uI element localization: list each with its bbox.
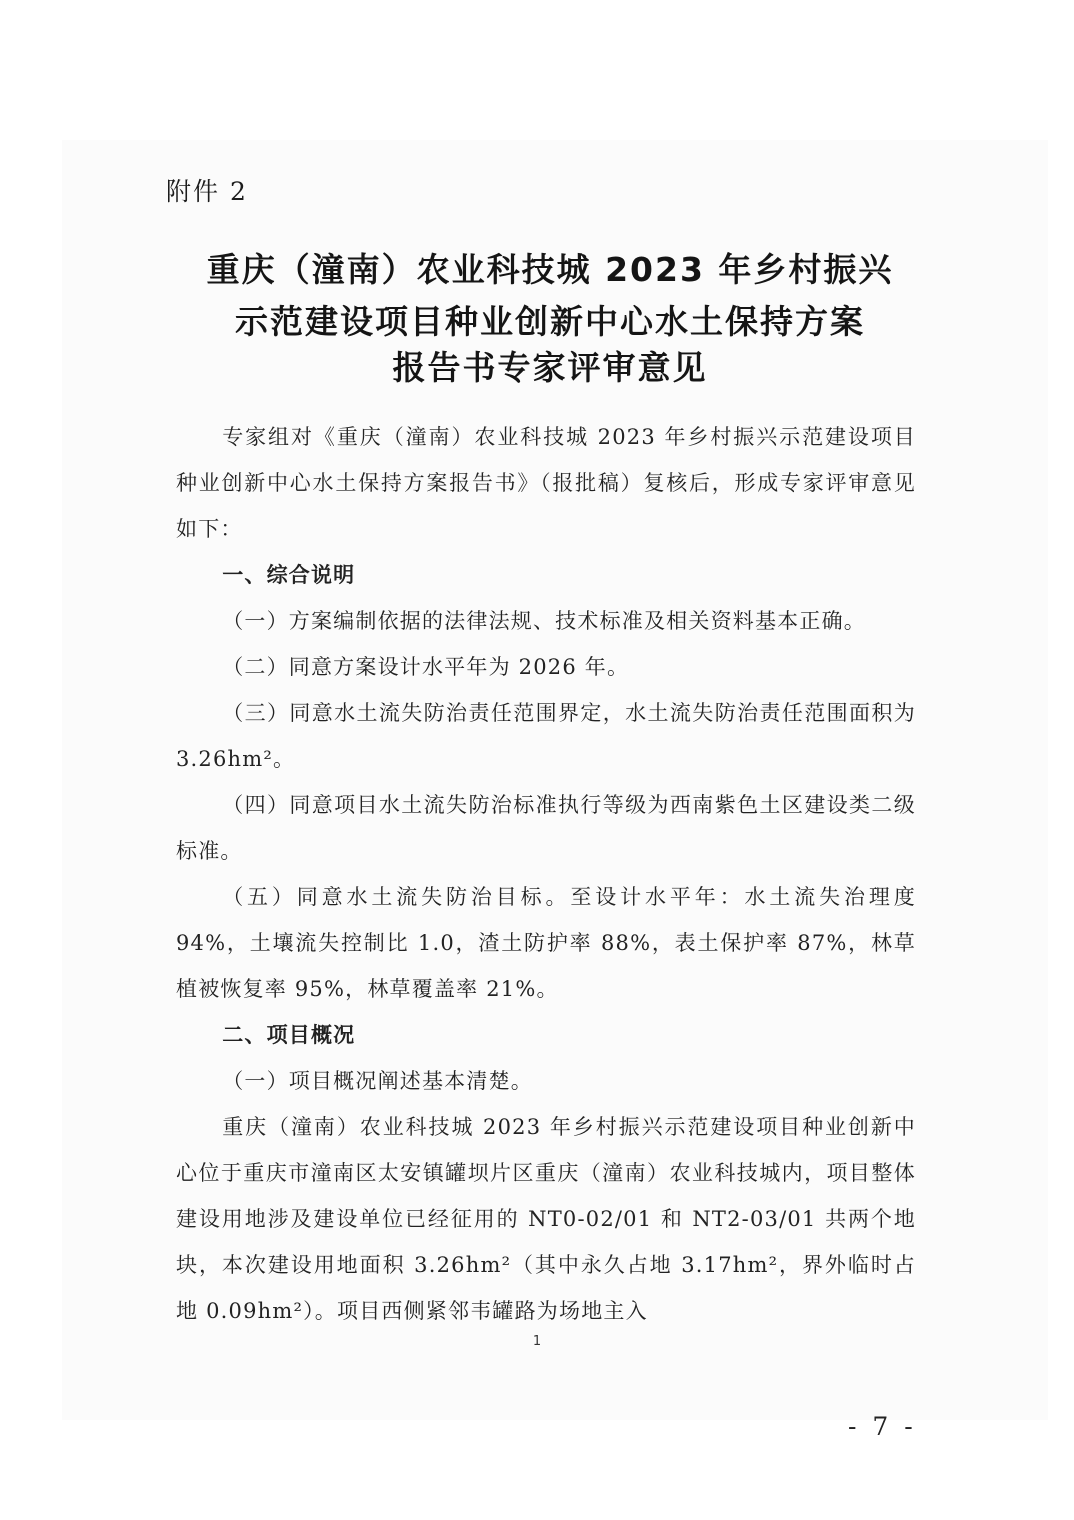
paragraph-item: （二）同意方案设计水平年为 2026 年。 xyxy=(222,655,630,679)
paragraph-item: （五）同意水土流失防治目标。至设计水平年：水土流失治理度 94%，土壤流失控制比 1.0，渣土防护率 88%，表土保护率 87%，林草植被恢复率 95%，林草覆盖率 21%。 xyxy=(176,885,916,1001)
section-heading-overview: 一、综合说明 xyxy=(222,563,356,587)
inner-page-number: 1 xyxy=(532,1334,542,1349)
document-body xyxy=(176,414,916,1334)
paragraph-item: （一）方案编制依据的法律法规、技术标准及相关资料基本正确。 xyxy=(222,609,866,633)
title-line-3: 报告书专家评审意见 xyxy=(392,348,708,387)
title-line-1: 重庆（潼南）农业科技城 2023 年乡村振兴 xyxy=(206,250,894,289)
paragraph-item: （三）同意水土流失防治责任范围界定，水土流失防治责任范围面积为 3.26hm²。 xyxy=(176,701,916,771)
paragraph-item: 重庆（潼南）农业科技城 2023 年乡村振兴示范建设项目种业创新中心位于重庆市潼南区太安镇罐坝片区重庆（潼南）农业科技城内，项目整体建设用地涉及建设单位已经征用的 NT0-02/01 和 NT2-03/01 共两个地块，本次建设用地面积 3.26hm²（其中永久占地 3.17hm²，界外临时占地 0.09hm²）。项目西侧紧邻韦罐路为场地主入 xyxy=(176,1115,916,1323)
page-footer-number: - 7 - xyxy=(848,1412,917,1441)
paragraph-item: （一）项目概况阐述基本清楚。 xyxy=(222,1069,533,1093)
attachment-label: 附件 2 xyxy=(166,177,248,206)
intro-paragraph: 专家组对《重庆（潼南）农业科技城 2023 年乡村振兴示范建设项目种业创新中心水土保持方案报告书》（报批稿）复核后，形成专家评审意见如下： xyxy=(176,425,916,541)
section-heading-project: 二、项目概况 xyxy=(222,1023,356,1047)
paragraph-item: （四）同意项目水土流失防治标准执行等级为西南紫色土区建设类二级标准。 xyxy=(176,793,916,863)
title-line-2: 示范建设项目种业创新中心水土保持方案 xyxy=(235,302,865,341)
